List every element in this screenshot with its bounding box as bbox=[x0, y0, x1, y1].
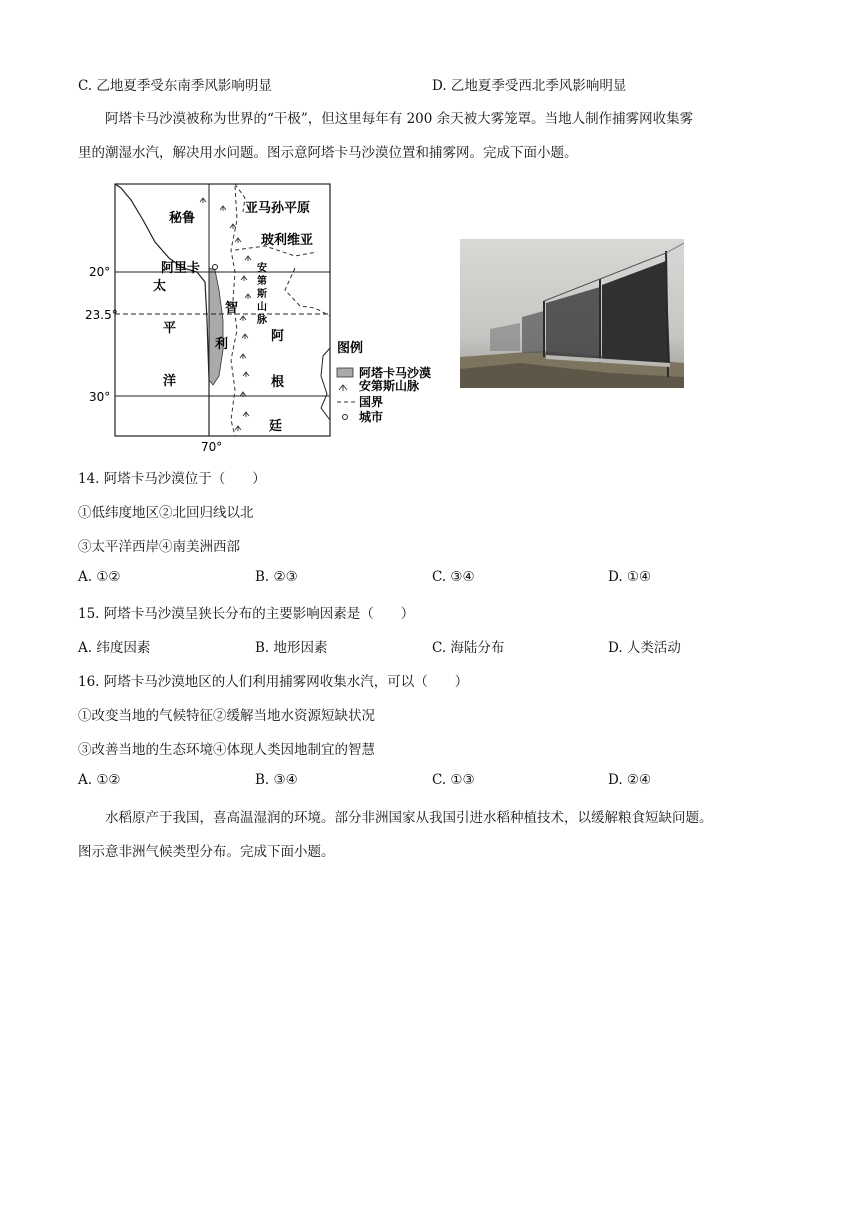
q16-option-d[interactable]: D. ②④ bbox=[608, 772, 652, 788]
question-15-stem: 15. 阿塔卡马沙漠呈狭长分布的主要影响因素是（ ） bbox=[78, 606, 415, 622]
question-14-statements-1: ①低纬度地区②北回归线以北 bbox=[78, 505, 254, 521]
intro-paragraph-line1: 阿塔卡马沙漠被称为世界的“干极”，但这里每年有 200 余天被大雾笼罩。当地人制作捕雾网收集雾 bbox=[105, 111, 694, 127]
q14-option-d[interactable]: D. ①④ bbox=[608, 569, 652, 585]
q16-option-b[interactable]: B. ③④ bbox=[255, 772, 298, 788]
question-16-stem: 16. 阿塔卡马沙漠地区的人们利用捕雾网收集水汽，可以（ ） bbox=[78, 674, 469, 690]
arica-city-marker bbox=[213, 265, 218, 270]
label-bolivia: 玻利维亚 bbox=[261, 233, 314, 248]
intro-paragraph-line2: 里的潮湿水汽，解决用水问题。图示意阿塔卡马沙漠位置和捕雾网。完成下面小题。 bbox=[78, 145, 578, 161]
intro2-paragraph-line1: 水稻原产于我国，喜高温湿润的环境。部分非洲国家从我国引进水稻种植技术，以缓解粮食短缺问题。 bbox=[105, 810, 713, 826]
legend-city: 城市 bbox=[359, 410, 384, 424]
q14-option-a[interactable]: A. ①② bbox=[78, 569, 121, 585]
label-peru: 秘鲁 bbox=[169, 211, 196, 226]
lon-label-70: 70° bbox=[201, 440, 223, 454]
q15-option-a[interactable]: A. 纬度因素 bbox=[78, 640, 151, 656]
q16-option-c[interactable]: C. ①③ bbox=[432, 772, 475, 788]
label-amazon: 亚马孙平原 bbox=[245, 201, 311, 216]
label-argentina-2: 根 bbox=[271, 375, 285, 390]
label-pacific-1: 太 bbox=[153, 279, 167, 294]
lat-label-30: 30° bbox=[89, 390, 111, 404]
legend-border: 国界 bbox=[359, 395, 384, 409]
option-d: D. 乙地夏季受西北季风影响明显 bbox=[432, 78, 627, 94]
label-andes-2: 第 bbox=[257, 276, 267, 287]
question-14-statements-2: ③太平洋西岸④南美洲西部 bbox=[78, 539, 240, 555]
legend-mountain: 安第斯山脉 bbox=[359, 379, 420, 393]
label-andes-1: 安 bbox=[257, 263, 267, 274]
q15-option-d[interactable]: D. 人类活动 bbox=[608, 640, 681, 656]
atacama-location-map bbox=[85, 180, 455, 455]
q15-option-c[interactable]: C. 海陆分布 bbox=[432, 640, 505, 656]
lat-label-23-5: 23.5° bbox=[85, 308, 118, 322]
label-andes-3: 斯 bbox=[257, 289, 267, 300]
label-pacific-2: 平 bbox=[163, 321, 177, 336]
label-argentina-3: 廷 bbox=[269, 419, 283, 434]
fog-net-photo bbox=[460, 239, 684, 388]
label-chile-1: 智 bbox=[225, 301, 239, 316]
label-chile-2: 利 bbox=[215, 337, 229, 352]
map-legend bbox=[337, 340, 431, 424]
q15-option-b[interactable]: B. 地形因素 bbox=[255, 640, 328, 656]
label-pacific-3: 洋 bbox=[163, 374, 177, 389]
q14-option-b[interactable]: B. ②③ bbox=[255, 569, 298, 585]
question-16-statements-2: ③改善当地的生态环境④体现人类因地制宜的智慧 bbox=[78, 742, 375, 758]
label-arica: 阿里卡 bbox=[161, 261, 201, 276]
label-argentina-1: 阿 bbox=[271, 329, 285, 344]
option-c: C. 乙地夏季受东南季风影响明显 bbox=[78, 78, 272, 94]
lat-label-20: 20° bbox=[89, 265, 111, 279]
question-16-statements-1: ①改变当地的气候特征②缓解当地水资源短缺状况 bbox=[78, 708, 375, 724]
question-14-stem: 14. 阿塔卡马沙漠位于（ ） bbox=[78, 471, 266, 487]
legend-desert: 阿塔卡马沙漠 bbox=[359, 366, 432, 380]
legend-title: 图例 bbox=[337, 341, 364, 356]
q16-option-a[interactable]: A. ①② bbox=[78, 772, 121, 788]
label-andes-4: 山 bbox=[257, 302, 267, 313]
intro2-paragraph-line2: 图示意非洲气候类型分布。完成下面小题。 bbox=[78, 844, 335, 860]
q14-option-c[interactable]: C. ③④ bbox=[432, 569, 475, 585]
label-andes-5: 脉 bbox=[257, 315, 267, 326]
